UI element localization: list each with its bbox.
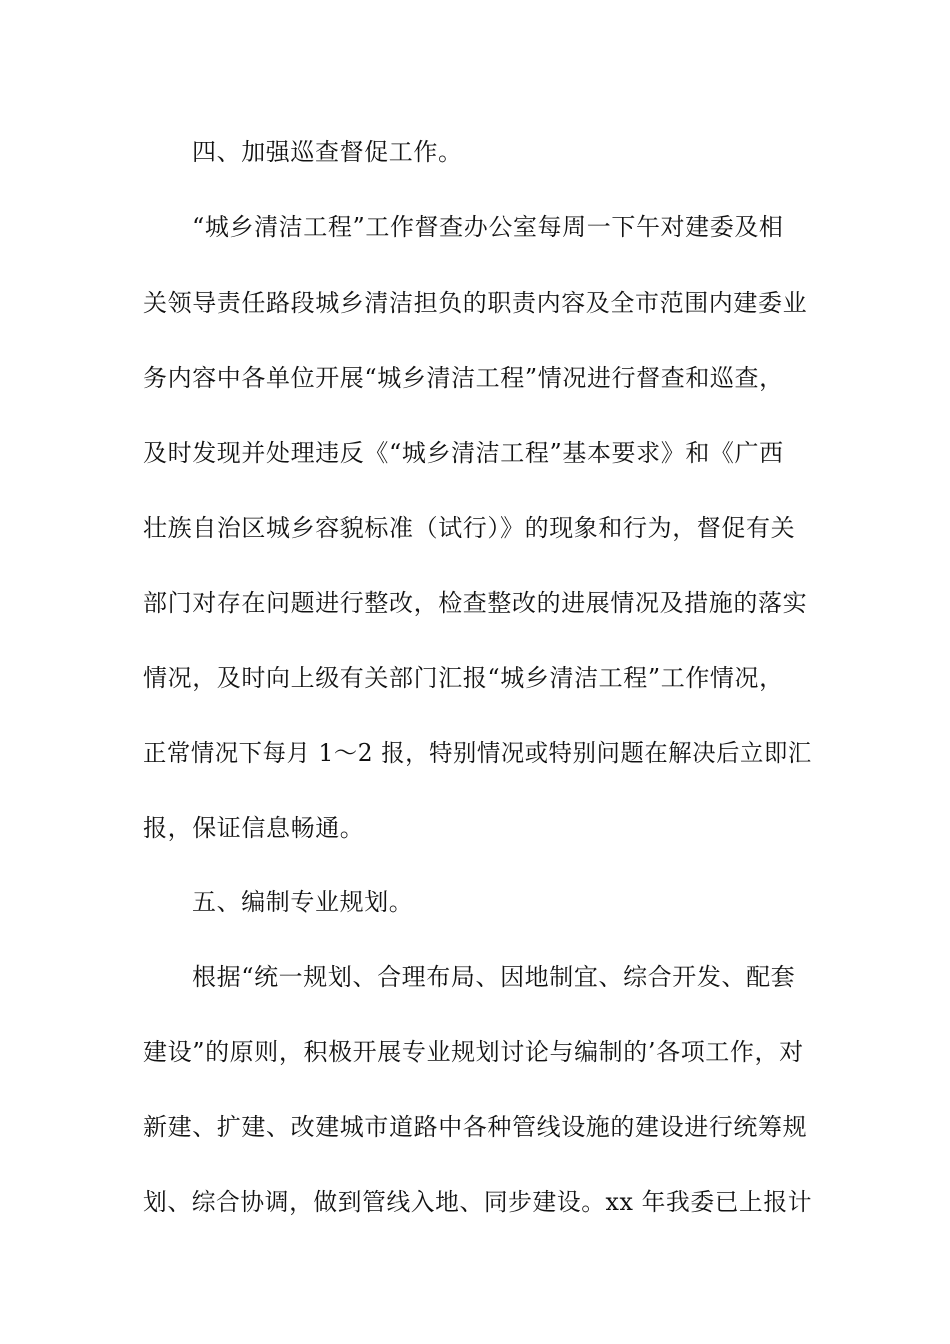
paragraph-line: 新建、扩建、改建城市道路中各种管线设施的建设进行统筹规 — [143, 1113, 808, 1141]
paragraph-line: “城乡清洁工程”工作督查办公室每周一下午对建委及相 — [192, 213, 784, 241]
section-heading-5: 五、编制专业规划。 — [192, 888, 414, 916]
section-heading-4: 四、加强巡查督促工作。 — [192, 138, 463, 166]
paragraph-line: 情况，及时向上级有关部门汇报“城乡清洁工程”工作情况， — [143, 664, 784, 692]
paragraph-line: 部门对存在问题进行整改，检查整改的进展情况及措施的落实 — [143, 589, 808, 617]
paragraph-line: 建设”的原则，积极开展专业规划讨论与编制的’各项工作，对 — [143, 1038, 804, 1066]
paragraph-line: 壮族自治区城乡容貌标准（试行）》的现象和行为，督促有关 — [143, 514, 796, 542]
paragraph-line: 根据“统一规划、合理布局、因地制宜、综合开发、配套 — [192, 963, 796, 991]
paragraph-line: 正常情况下每月 1～2 报，特别情况或特别问题在解决后立即汇 — [143, 739, 812, 767]
paragraph-line: 及时发现并处理违反《“城乡清洁工程”基本要求》和《广西 — [143, 439, 784, 467]
paragraph-line: 关领导责任路段城乡清洁担负的职责内容及全市范围内建委业 — [143, 289, 808, 317]
paragraph-line: 务内容中各单位开展“城乡清洁工程”情况进行督查和巡查， — [143, 364, 784, 392]
paragraph-line: 报，保证信息畅通。 — [143, 814, 365, 842]
paragraph-line: 划、综合协调，做到管线入地、同步建设。xx 年我委已上报计 — [143, 1188, 813, 1216]
